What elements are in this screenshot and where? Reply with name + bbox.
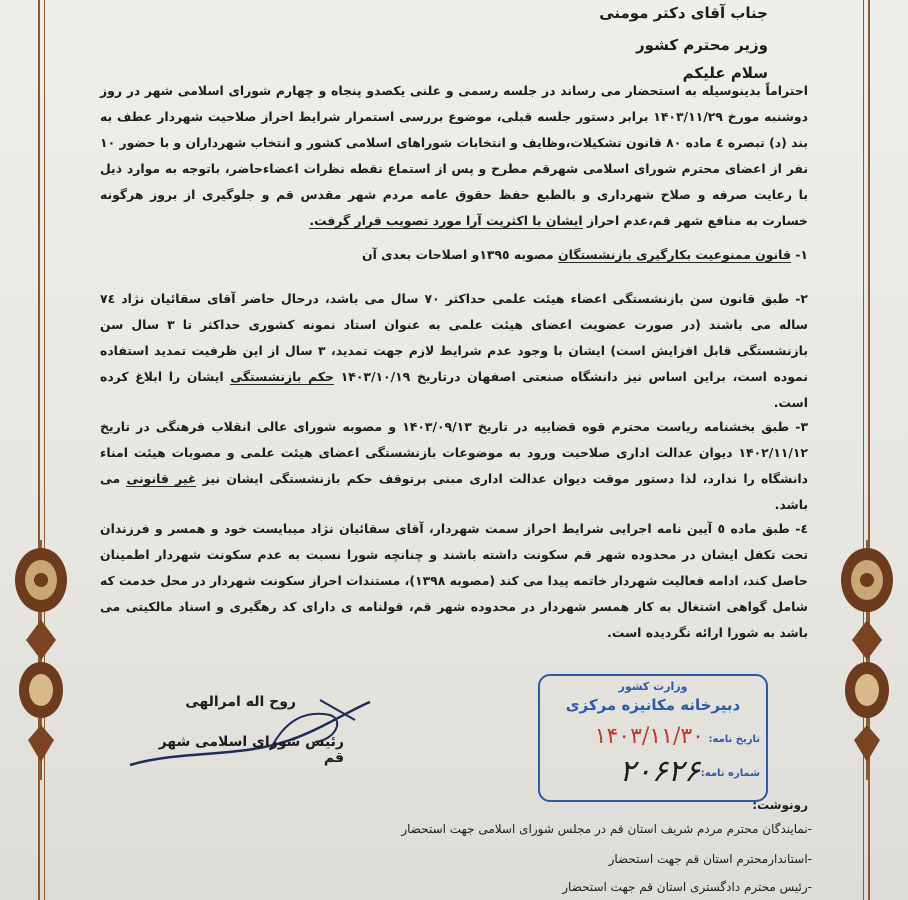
stamp-org: وزارت کشور: [618, 680, 688, 693]
item-2-suffix: ایشان را ابلاغ کرده است.: [100, 369, 808, 410]
item-1-suffix: مصوبه ١٣٩٥و اصلاحات بعدی آن: [362, 247, 559, 262]
persian-ornament-right-icon: [832, 540, 902, 780]
item-2-text: ٢- طبق قانون سن بازنشستگی اعضاء هیئت علمی حداکثر ٧٠ سال می باشد، درحال حاضر آقای سقائیان نژاد ٧٤ ساله می باشند (در صورت عضویت اعضای هیئت علمی به عنوان استاد نمونه کشوری حداکثر تا ٣ سال سن بازنشستگی قابل افزایش است) ایشان با وجود عدم شرایط لازم جهت تمدید، ٣ سال از این ظرفیت تمدید استفاده نموده است، براین اساس نیز دانشگاه صنعتی اصفهان درتاریخ ۱۴۰۳/۱۰/۱۹: [100, 291, 808, 384]
intro-underlined: ایشان با اکثریت آرا مورد تصویب قرار گرفت.: [309, 213, 583, 228]
item-3-underlined: غیر قانونی: [126, 471, 197, 486]
stamp-number-value: ۲۰۶۲۶: [619, 754, 700, 789]
cc-heading: رونوشت:: [752, 798, 808, 812]
stamp-date-label: تاریخ نامه:: [708, 734, 760, 745]
stamp-number-label: شماره نامه:: [700, 768, 760, 779]
cc-item: -استاندارمحترم استان قم جهت استحضار: [608, 852, 812, 866]
cc-item: -رئیس محترم دادگستری استان قم جهت استحضار: [562, 880, 812, 894]
item-1: [100, 242, 808, 268]
item-4: ٤- طبق ماده ٥ آیین نامه اجرایی شرایط احراز سمت شهردار، آقای سقائیان نژاد میبایست خود و همسر و فرزندان تحت تکفل ایشان در محدوده شهر قم سکونت داشته باشند و چنانچه شورا نسبت به عدم سکونت شهردار اطمینان حاصل کند، ادامه فعالیت شهردار خاتمه پیدا می کند (مصوبه ۱۳۹۸)، مستندات احراز سکونت شهردار در محل خدمت که شامل گواهی اشتغال به کار همسر شهردار در محدوده شهر قم، قولنامه ی دارای کد رهگیری و اسناد مالکیتی می باشد به شورا ارائه نگردیده است.: [100, 521, 809, 640]
item-2: [100, 286, 808, 416]
item-3-text: ٣- طبق بخشنامه ریاست محترم قوه قضاییه در تاریخ ۱۴۰۳/۰۹/۱۳ و مصوبه شورای عالی انقلاب فرهنگی در تاریخ ۱۴۰۲/۱۱/۱۲ دیوان عدالت اداری صلاحیت ورود به موضوعات بازنشستگی اعضای هیئت علمی و مصوبات هیئت امناء دانشگاه را ندارد، لذا دستور موقت دیوان عدالت اداری مبنی برتوقف حکم بازنشستگی ایشان نیز: [100, 419, 809, 486]
signer-name: روح اله امرالهی: [185, 694, 296, 710]
item-1-prefix: ١-: [790, 247, 808, 262]
cc-item: -نمایندگان محترم مردم شریف استان قم در مجلس شورای اسلامی جهت استحضار: [401, 822, 812, 836]
item-1-underlined: قانون ممنوعیت بکارگیری بازنشستگان: [558, 247, 791, 262]
intro-text: احتراماً بدینوسیله به استحضار می رساند در جلسه رسمی و علنی یکصدو پنجاه و چهارم شورای اسلامی شهر در روز دوشنبه مورخ ۱۴۰۳/۱۱/۲۹ برابر دستور جلسه قبلی، موضوع بررسی استمرار شرایط احراز صلاحیت شهردار عطف به بند (د) تبصره ٤ ماده ٨٠ قانون تشکیلات،وظایف و انتخابات شوراهای اسلامی کشور و انتخاب شهرداران و با حضور ۱۰ نفر از اعضای محترم شورای اسلامی شهرقم مطرح و پس از استماع نقطه نظرات اعضاءحاضر، باتوجه به موارد ذیل با رعایت صرفه و صلاح شهرداری و بالطبع حفظ حقوق عامه مردم شهر مقدس قم و جلوگیری از بروز هرگونه خسارت به منافع شهر قم،عدم احراز: [100, 83, 809, 228]
stamp-office: دبیرخانه مکانیزه مرکزی: [565, 696, 741, 714]
registration-stamp: [538, 674, 768, 802]
persian-ornament-left-icon: [6, 540, 76, 780]
item-3: [100, 414, 808, 518]
intro-paragraph: [100, 78, 808, 234]
greeting: سلام علیکم: [682, 64, 768, 82]
item-3-suffix: می باشد.: [100, 471, 808, 512]
item-2-underlined: حکم بازنشستگی: [230, 369, 334, 384]
stamp-date-value: ۱۴۰۳/۱۱/۳۰: [594, 724, 704, 749]
addressee-position: وزیر محترم کشور: [636, 36, 768, 54]
addressee: جناب آقای دکتر مومنی: [599, 4, 768, 22]
signer-title: رئیس شورای اسلامی شهر قم: [158, 734, 344, 766]
